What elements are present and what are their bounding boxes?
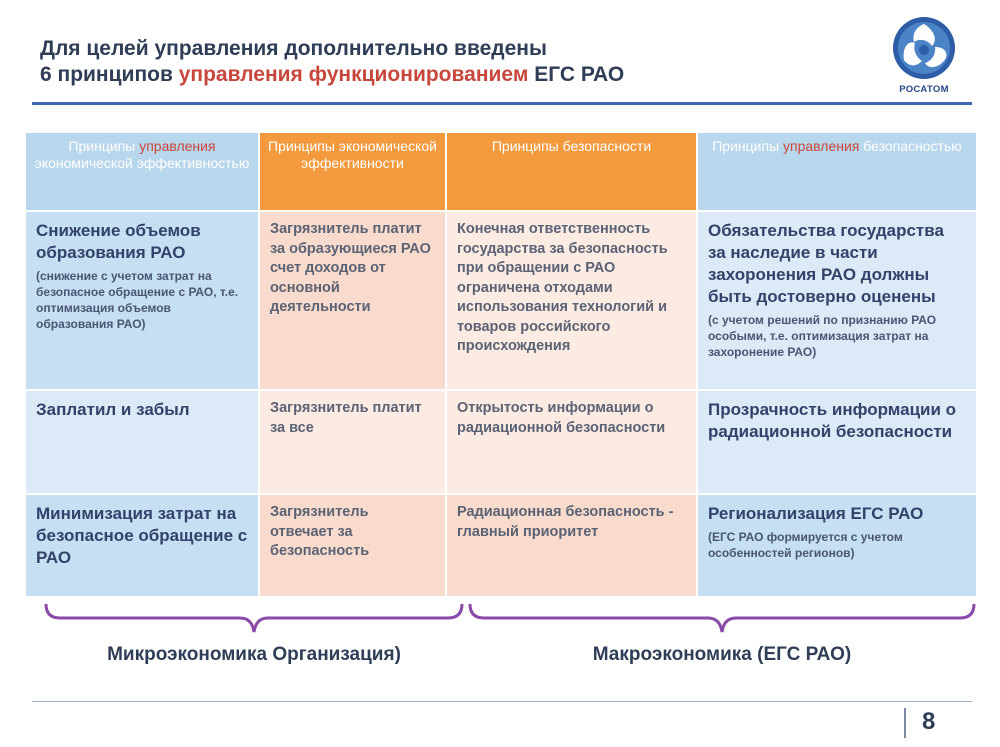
logo-text: РОСАТОМ [899,84,949,95]
table-row [25,211,977,390]
title-line-1: Для целей управления дополнительно введены [40,37,547,60]
title-divider [32,102,972,105]
page-number-separator [904,708,906,738]
header-cell-safety-management: Принципы управления безопасностью [697,132,977,211]
left-group-brace [44,602,464,638]
title-part-c: ЕГС РАО [534,63,625,86]
table-cell: Загрязнитель платит за все [259,390,446,494]
table-cell: Загрязнитель платит за образующиеся РАО счет доходов от основной деятельности [259,211,446,390]
page-number: 8 [922,708,936,735]
header-cell-economic-management: Принципы управления экономической эффективностью [25,132,259,211]
table-cell: Обязательства государства за наследие в части захоронения РАО должны быть достоверно оценены (с учетом решений по признанию РАО особыми, т.е. оптимизация затрат на захоронение РАО) [697,211,977,390]
title-line-2 [40,62,800,88]
table-cell: Конечная ответственность государства за безопасность при обращении с РАО ограничена отходами использования технологий и товаров российского происхождения [446,211,697,390]
table-row [25,494,977,597]
table-cell: Загрязнитель отвечает за безопасность [259,494,446,597]
table-cell: Прозрачность информации о радиационной безопасности [697,390,977,494]
table-cell: Минимизация затрат на безопасное обращение с РАО [25,494,259,597]
title-part-a: 6 принципов [40,63,173,86]
header-cell-economic-principles: Принципы экономической эффективности [259,132,446,211]
rosatom-logo [888,12,960,102]
page-title [40,36,800,88]
rosatom-emblem-icon [888,12,960,84]
title-part-b: управления функционированием [178,63,529,86]
right-group-brace [468,602,976,638]
microeconomics-label: Микроэкономика Организация) [107,644,401,665]
table-cell: Открытость информации о радиационной безопасности [446,390,697,494]
table-cell: Радиационная безопасность - главный приоритет [446,494,697,597]
table-row [25,390,977,494]
table-header-row [25,132,977,211]
footer-divider [32,701,972,702]
table-cell: Снижение объемов образования РАО (снижение с учетом затрат на безопасное обращение с РАО, т.е. оптимизация объемов образования РАО) [25,211,259,390]
table-cell: Регионализация ЕГС РАО (ЕГС РАО формируется с учетом особенностей регионов) [697,494,977,597]
table-cell: Заплатил и забыл [25,390,259,494]
header-cell-safety-principles: Принципы безопасности [446,132,697,211]
principles-table [24,131,978,598]
macroeconomics-label: Макроэкономика (ЕГС РАО) [592,644,852,665]
